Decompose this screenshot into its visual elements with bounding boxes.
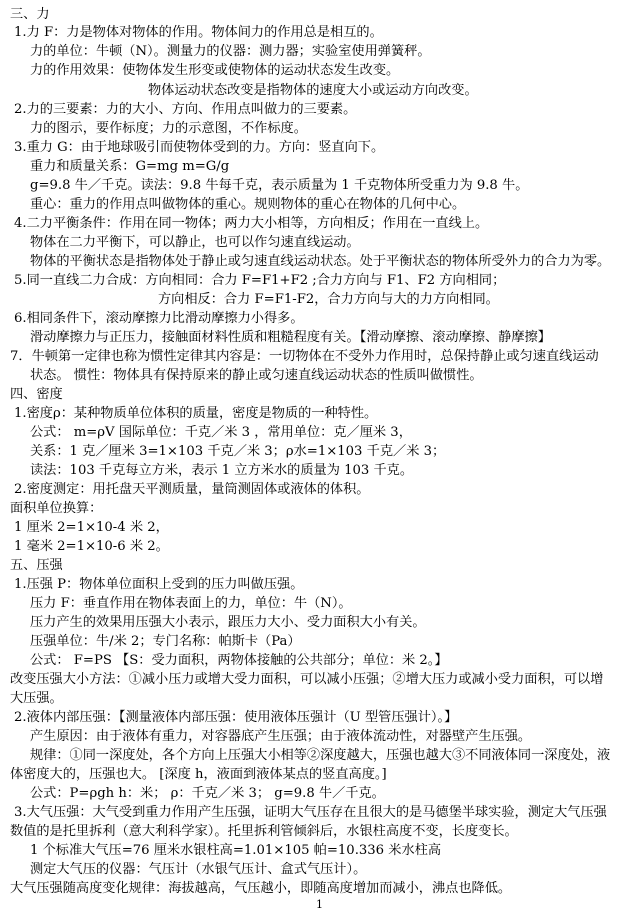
- text-line: 体密度大的，压强也大。 [深度 h，液面到液体某点的竖直高度。]: [10, 767, 387, 782]
- text-line: 3.重力 G：由于地球吸引而使物体受到的力。方向：竖直向下。: [14, 140, 385, 155]
- text-line: 1.压强 P：物体单位面积上受到的压力叫做压强。: [14, 577, 304, 592]
- text-line: 6.相同条件下，滚动摩擦力比滑动摩擦力小得多。: [14, 311, 304, 326]
- text-line: 面积单位换算：: [10, 501, 103, 516]
- text-line: 物体的平衡状态是指物体处于静止或匀速直线运动状态。处于平衡状态的物体所受外力的合力为零。: [30, 254, 611, 269]
- text-line: 压力 F：垂直作用在物体表面上的力，单位：牛（N）。: [30, 596, 352, 611]
- text-line: 7．牛顿第一定律也称为惯性定律其内容是：一切物体在不受外力作用时，总保持静止或匀速直线运动: [10, 349, 599, 364]
- text-line: 1.密度ρ：某种物质单位体积的质量，密度是物质的一种特性。: [14, 406, 378, 421]
- text-line: 压强单位：牛/米 2；专门名称：帕斯卡（Pa）: [30, 634, 301, 649]
- text-line: 压力产生的效果用压强大小表示，跟压力大小、受力面积大小有关。: [30, 615, 426, 630]
- section-heading-density: 四、密度: [10, 387, 63, 402]
- text-line: 公式：P=ρgh h：米； ρ：千克／米 3； g=9.8 牛／千克。: [30, 786, 385, 801]
- text-line: 5.同一直线二力合成：方向相同：合力 F=F1+F2 ;合力方向与 F1、F2 方向相同；: [14, 273, 506, 288]
- text-line: 3.大气压强：大气受到重力作用产生压强，证明大气压存在且很大的是马德堡半球实验，测定大气压强: [14, 805, 607, 820]
- text-line: 规律：①同一深度处，各个方向上压强大小相等②深度越大，压强也越大③不同液体同一深度处，液: [30, 748, 611, 763]
- text-line: 力的作用效果：使物体发生形变或使物体的运动状态发生改变。: [30, 63, 400, 78]
- text-line: 物体运动状态改变是指物体的速度大小或运动方向改变。: [148, 83, 478, 98]
- text-line: 关系：1 克／厘米 3=1×103 千克／米 3；ρ水=1×103 千克／米 3；: [30, 444, 446, 459]
- text-line: 大压强。: [10, 691, 63, 706]
- text-line: 状态。 惯性：物体具有保持原来的静止或匀速直线运动状态的性质叫做惯性。: [30, 368, 483, 383]
- text-line: 公式： F=PS 【S：受力面积，两物体接触的公共部分；单位：米 2。】: [30, 653, 448, 668]
- text-line: 读法：103 千克每立方米，表示 1 立方米水的质量为 103 千克。: [30, 463, 414, 478]
- text-line: 1 厘米 2=1×10-4 米 2，: [14, 520, 169, 535]
- text-line: 力的图示，要作标度；力的示意图，不作标度。: [30, 121, 307, 136]
- text-line: 滑动摩擦力与正压力，接触面材料性质和粗糙程度有关。【滑动摩擦、滚动摩擦、静摩擦】: [30, 330, 551, 345]
- text-line: 测定大气压的仪器：气压计（水银气压计、盒式气压计）。: [30, 862, 367, 877]
- text-line: 产生原因：由于液体有重力，对容器底产生压强；由于液体流动性，对器壁产生压强。: [30, 729, 532, 744]
- text-line: 1.力 F：力是物体对物体的作用。物体间力的作用总是相互的。: [14, 25, 383, 40]
- text-line: 4.二力平衡条件：作用在同一物体；两力大小相等，方向相反；作用在一直线上。: [14, 216, 489, 231]
- text-line: 大气压强随高度变化规律：海拔越高，气压越小，即随高度增加而减小，沸点也降低。: [10, 881, 512, 896]
- text-line: 2.力的三要素：力的大小、方向、作用点叫做力的三要素。: [14, 102, 357, 117]
- section-heading-force: 三、力: [10, 7, 50, 22]
- text-line: 1 个标准大气压=76 厘米水银柱高=1.01×105 帕=10.336 米水柱高: [30, 843, 442, 858]
- text-line: g=9.8 牛／千克。读法：9.8 牛每千克，表示质量为 1 千克物体所受重力为 9.8 牛。: [30, 178, 529, 193]
- text-line: 2.液体内部压强：【测量液体内部压强：使用液体压强计（U 型管压强计）。】: [14, 710, 458, 725]
- section-heading-pressure: 五、压强: [10, 558, 63, 573]
- text-line: 物体在二力平衡下，可以静止，也可以作匀速直线运动。: [30, 235, 360, 250]
- text-line: 数值的是托里拆利（意大利科学家）。托里拆利管倾斜后，水银柱高度不变，长度变长。: [10, 824, 518, 839]
- page-number: 1: [316, 898, 323, 911]
- text-line: 力的单位：牛顿（N）。测量力的仪器：测力器；实验室使用弹簧秤。: [30, 44, 431, 59]
- text-line: 公式： m=ρV 国际单位：千克／米 3 ，常用单位：克／厘米 3，: [30, 425, 412, 440]
- text-line: 方向相反：合力 F=F1-F2，合力方向与大的力方向相同。: [158, 292, 499, 307]
- text-line: 1 毫米 2=1×10-6 米 2。: [14, 539, 169, 554]
- text-line: 改变压强大小方法：①减小压力或增大受力面积，可以减小压强；②增大压力或减小受力面积，可以增: [10, 672, 604, 687]
- text-line: 2.密度测定：用托盘天平测质量，量筒测固体或液体的体积。: [14, 482, 370, 497]
- text-line: 重力和质量关系：G=mg m=G/g: [30, 159, 230, 174]
- text-line: 重心：重力的作用点叫做物体的重心。规则物体的重心在物体的几何中心。: [30, 197, 466, 212]
